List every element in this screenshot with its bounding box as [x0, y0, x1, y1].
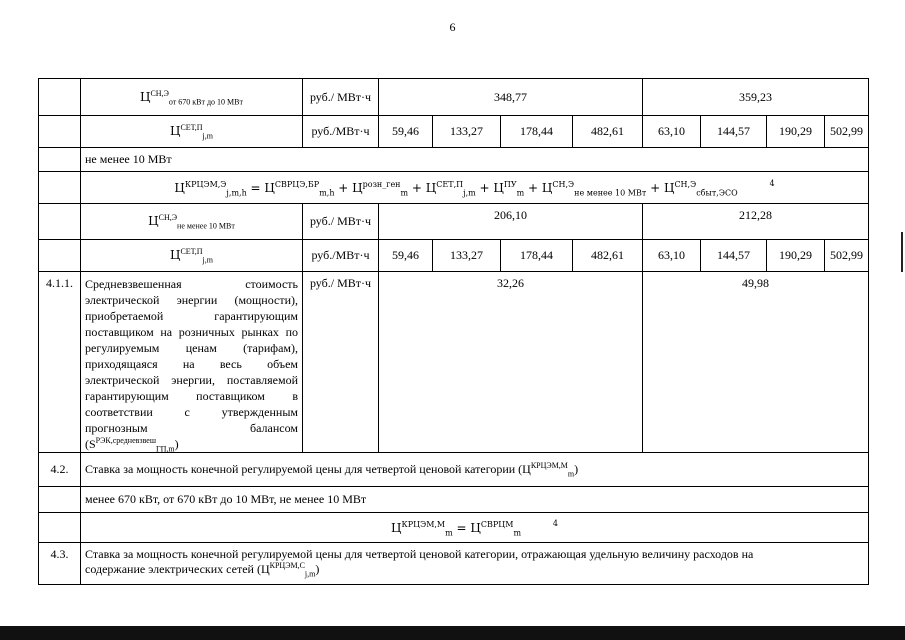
symbol-sub: не менее 10 МВт	[177, 221, 235, 231]
formula-sub: m,h	[319, 187, 335, 197]
text-line: гарантирующим поставщиком в	[85, 389, 298, 403]
value-cell: 32,26	[379, 272, 643, 453]
value-cell: 212,28	[643, 204, 869, 240]
symbol-s: (S	[85, 437, 96, 451]
value-cell: 49,98	[643, 272, 869, 453]
symbol-sub: ГП,m	[156, 444, 175, 454]
formula-sub: сбыт,ЭСО	[696, 187, 738, 197]
symbol-c: Ц	[148, 214, 159, 228]
unit-cell: руб./ МВт·ч	[303, 79, 379, 116]
text-line: приходящаяся на весь объем	[85, 357, 298, 371]
description-text	[85, 276, 298, 452]
indicator-cell	[81, 116, 303, 148]
value-cell: 178,44	[501, 116, 573, 148]
scan-edge-mark	[901, 232, 903, 272]
footnote-mark: 4	[552, 518, 558, 528]
num-cell	[39, 172, 81, 204]
symbol-paren: )	[174, 437, 179, 451]
symbol-sub: j,m	[304, 569, 316, 579]
symbol-paren: )	[574, 462, 579, 476]
formula-sub: m	[516, 187, 525, 197]
symbol-c: Ц	[169, 248, 181, 262]
description-text: содержание электрических сетей (Ц	[85, 562, 270, 576]
unit-cell: руб./ МВт·ч	[303, 204, 379, 240]
value-cell: 63,10	[643, 240, 701, 272]
table-row	[39, 79, 869, 116]
num-cell	[39, 148, 81, 172]
formula-sub: не менее 10 МВт	[574, 187, 647, 197]
formula-sup: КРЦЭМ,М	[401, 519, 446, 529]
table-row	[39, 116, 869, 148]
num-cell	[39, 513, 81, 543]
unit-cell: руб./МВт·ч	[303, 116, 379, 148]
value-cell: 59,46	[379, 240, 433, 272]
formula-sub: m	[513, 527, 522, 537]
value-cell: 206,10	[379, 204, 643, 240]
symbol-sup: СН,Э	[158, 213, 178, 222]
value-cell: 190,29	[767, 240, 825, 272]
page-number: 6	[449, 20, 456, 34]
num-cell	[39, 116, 81, 148]
value-cell: 502,99	[825, 116, 869, 148]
value-cell: 144,57	[701, 240, 767, 272]
tariff-table	[38, 78, 869, 585]
table-row	[39, 204, 869, 240]
text-line: электрической энергии, поставляемой	[85, 373, 298, 387]
symbol-sup: СЕТ,П	[180, 247, 203, 256]
table-row	[39, 148, 869, 172]
value-cell: 59,46	[379, 116, 433, 148]
value-cell: 348,77	[379, 79, 643, 116]
table-row	[39, 240, 869, 272]
symbol-sub: j,m	[202, 255, 213, 265]
symbol-paren: )	[315, 562, 320, 576]
symbol-c: Ц	[140, 89, 151, 104]
table-row	[39, 272, 869, 453]
value-cell: 133,27	[433, 240, 501, 272]
scan-bottom-border	[0, 626, 905, 640]
symbol-sub: m	[567, 469, 575, 479]
item-number: 4.1.1.	[39, 272, 81, 453]
num-cell	[39, 204, 81, 240]
formula-sup: СН,Э	[552, 179, 575, 189]
formula-sup: СВРЦЭ,БР	[274, 179, 320, 189]
value-cell: 133,27	[433, 116, 501, 148]
table-row	[39, 172, 869, 204]
formula-sub: m	[445, 527, 453, 537]
footnote-mark: 4	[769, 178, 775, 188]
text-line: прогнозным балансом	[85, 421, 298, 435]
value-cell: 502,99	[825, 240, 869, 272]
symbol-sup: РЭК,средневзвеш	[95, 436, 157, 445]
value-cell: 178,44	[501, 240, 573, 272]
item-description	[81, 272, 303, 453]
value-cell: 144,57	[701, 116, 767, 148]
unit-cell: руб./ МВт·ч	[303, 272, 379, 453]
indicator-cell	[81, 204, 303, 240]
description-text: Ставка за мощность конечной регулируемой цены для четвертой ценовой категории, отражающая удельную величину расходов на	[85, 547, 754, 561]
symbol-sup: СН,Э	[150, 88, 169, 98]
table-row	[39, 453, 869, 487]
symbol-line	[85, 436, 298, 452]
formula-crcem-m: $Ц^{КРЦЭМ,М}_m = Ц^{СВРЦМ}_m$ $^4$	[81, 513, 869, 543]
table-row	[39, 543, 869, 585]
item-description	[81, 543, 869, 585]
value-cell: 482,61	[573, 240, 643, 272]
value-cell: 190,29	[767, 116, 825, 148]
value-cell: 359,23	[643, 79, 869, 116]
text-line: электрической энергии (мощности),	[85, 293, 298, 307]
formula-sub: j,m,h	[226, 187, 247, 197]
section-heading: менее 670 кВт, от 670 кВт до 10 МВт, не менее 10 МВт	[81, 487, 869, 513]
num-cell	[39, 487, 81, 513]
indicator-cell	[81, 79, 303, 116]
indicator-cell	[81, 240, 303, 272]
symbol-sub: от 670 кВт до 10 МВт	[168, 96, 243, 106]
text-line: Средневзвешенная стоимость	[85, 277, 298, 291]
text-line: регулируемым ценам (тарифам),	[85, 341, 298, 355]
section-heading: не менее 10 МВт	[81, 148, 869, 172]
symbol-c: Ц	[169, 124, 181, 138]
formula-sup: розн_ген	[362, 179, 401, 189]
text-line: приобретаемой гарантирующим	[85, 309, 298, 323]
description-text: Ставка за мощность конечной регулируемой цены для четвертой ценовой категории (Ц	[85, 462, 531, 476]
symbol-sup: СЕТ,П	[180, 123, 203, 132]
item-description	[81, 453, 869, 487]
text-line: поставщиком на розничных рынках по	[85, 325, 298, 339]
formula-sup: СЕТ,П	[436, 179, 464, 189]
formula-sub: m	[400, 187, 409, 197]
symbol-sup: КРЦЭМ,С	[269, 561, 305, 570]
formula-sup: КРЦЭМ,Э	[184, 179, 227, 189]
item-number: 4.3.	[39, 543, 81, 585]
item-number: 4.2.	[39, 453, 81, 487]
formula-crcem-e: $Ц^{КРЦЭМ,Э}_{j,m,h} = Ц^{СВРЦЭ,БР}_{m,h} + Ц^{розн\_ген}_m + Ц^{СЕТ,П}_{j,m} + Ц^{ПУ}_m + Ц^{СН,Э}_{не менее 10 МВт} + Ц^{СН,Э}_{сбыт,ЭСО}$ $^4$	[81, 172, 869, 204]
symbol-sup: КРЦЭМ,М	[530, 461, 568, 470]
formula-sup: СВРЦМ	[480, 519, 514, 529]
num-cell	[39, 79, 81, 116]
formula-sup: ПУ	[503, 179, 517, 189]
value-cell: 63,10	[643, 116, 701, 148]
symbol-sub: j,m	[202, 131, 213, 141]
table-row	[39, 487, 869, 513]
value-cell: 482,61	[573, 116, 643, 148]
unit-cell: руб./МВт·ч	[303, 240, 379, 272]
formula-sup: СН,Э	[674, 179, 697, 189]
formula-sub: j,m	[463, 187, 476, 197]
text-line: соответствии с утвержденным	[85, 405, 298, 419]
num-cell	[39, 240, 81, 272]
table-row	[39, 513, 869, 543]
description-text-2	[85, 562, 864, 577]
